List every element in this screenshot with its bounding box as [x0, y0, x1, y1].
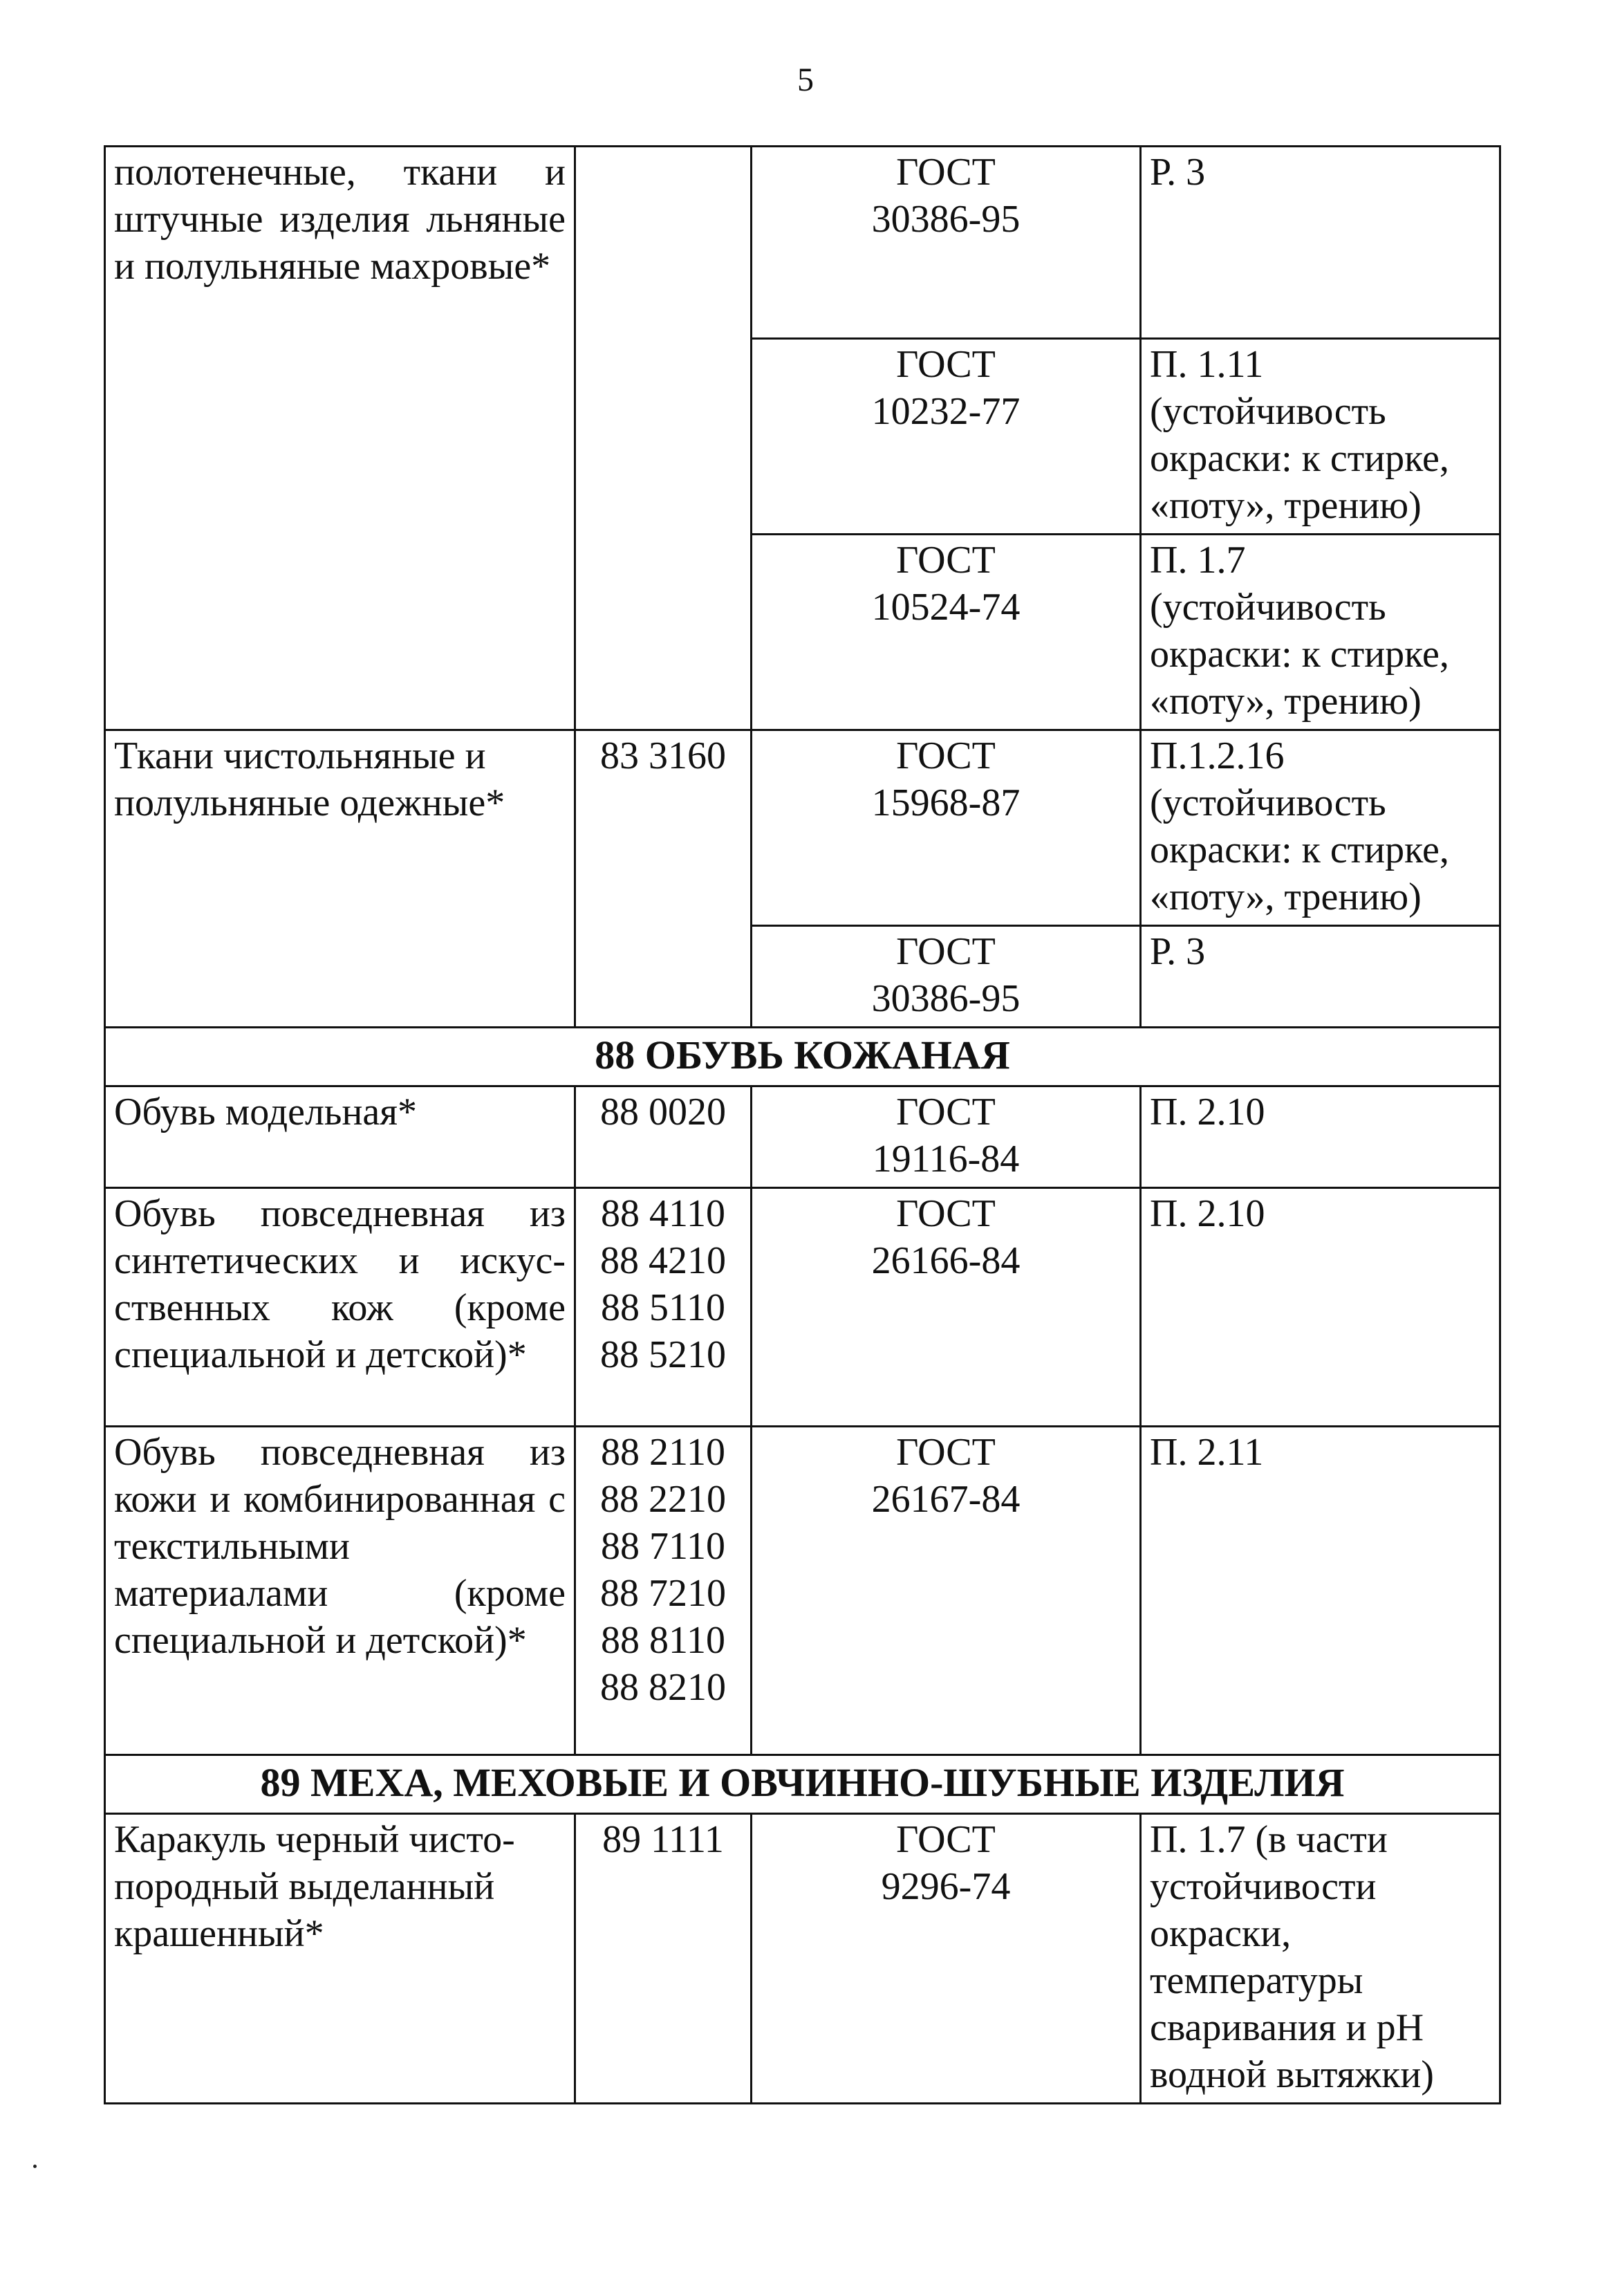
gost-label: ГОСТ [896, 343, 996, 386]
product-name-cell: Обувь повседневная из кожи и комбинированная с текстильными материалами (кроме специальной и детской)* [105, 1427, 575, 1755]
clause-cell: П. 2.10 [1141, 1188, 1500, 1427]
gost-cell [752, 1188, 1141, 1427]
scan-speck [33, 2165, 37, 2168]
product-name-cell: Каракуль черный чисто-породный выделанный крашенный* [105, 1814, 575, 2104]
gost-number: 15968-87 [871, 781, 1021, 824]
gost-label: ГОСТ [896, 539, 996, 582]
product-code: 88 8110 [601, 1619, 725, 1662]
clause-cell: П. 1.7 (устойчивость окраски: к стирке, «поту», трению) [1141, 535, 1500, 730]
gost-cell [752, 339, 1141, 535]
table-row [105, 1814, 1500, 2104]
product-code-cell: 88 0020 [575, 1086, 752, 1188]
gost-number: 30386-95 [871, 977, 1021, 1020]
gost-label: ГОСТ [896, 1192, 996, 1235]
standards-table [104, 145, 1501, 2104]
product-name-cell: полотенечные, ткани и штучные изделия льняные и полульняные махровые* [105, 147, 575, 730]
product-code-cell [575, 1188, 752, 1427]
table-row [105, 1086, 1500, 1188]
clause-cell: П. 1.11 (устойчивость окраски: к стирке, «поту», трению) [1141, 339, 1500, 535]
product-code: 88 8210 [600, 1666, 726, 1709]
product-code: 88 2210 [600, 1478, 726, 1521]
gost-label: ГОСТ [896, 151, 996, 194]
clause-cell: П. 1.7 (в части устойчивости окраски, температуры сваривания и pH водной вытяжки) [1141, 1814, 1500, 2104]
gost-cell [752, 1814, 1141, 2104]
product-name-cell: Ткани чистольняные и полульняные одежные* [105, 730, 575, 1028]
gost-cell [752, 926, 1141, 1028]
gost-cell [752, 730, 1141, 926]
table-row [105, 147, 1500, 339]
clause-cell: П.1.2.16 (устойчивость окраски: к стирке, «поту», трению) [1141, 730, 1500, 926]
gost-number: 30386-95 [871, 198, 1021, 241]
gost-label: ГОСТ [896, 734, 996, 777]
product-name-cell: Обувь повседневная из синтетических и искус-ственных кож (кроме специальной и детской)* [105, 1188, 575, 1427]
table-row [105, 1427, 1500, 1755]
gost-cell [752, 1086, 1141, 1188]
gost-cell [752, 535, 1141, 730]
product-name-cell: Обувь модельная* [105, 1086, 575, 1188]
gost-label: ГОСТ [896, 1431, 996, 1474]
product-code-cell [575, 1427, 752, 1755]
table-row [105, 730, 1500, 926]
gost-cell [752, 147, 1141, 339]
clause-cell: П. 2.10 [1141, 1086, 1500, 1188]
gost-number: 9296-74 [881, 1865, 1011, 1908]
gost-number: 10524-74 [871, 586, 1021, 629]
section-row [105, 1755, 1500, 1814]
clause-cell: Р. 3 [1141, 147, 1500, 339]
gost-label: ГОСТ [896, 1818, 996, 1861]
product-code: 88 4210 [600, 1239, 726, 1282]
clause-cell: Р. 3 [1141, 926, 1500, 1028]
product-code: 88 5110 [601, 1286, 725, 1329]
product-code: 88 4110 [601, 1192, 725, 1235]
product-code: 88 7210 [600, 1572, 726, 1615]
product-code-cell [575, 147, 752, 730]
gost-number: 19116-84 [872, 1138, 1020, 1181]
product-code-cell: 83 3160 [575, 730, 752, 1028]
section-heading-89: 89 МЕХА, МЕХОВЫЕ И ОВЧИННО-ШУБНЫЕ ИЗДЕЛИЯ [105, 1755, 1500, 1814]
product-code: 88 2110 [601, 1431, 725, 1474]
product-code: 88 7110 [601, 1525, 725, 1568]
product-code-cell: 89 1111 [575, 1814, 752, 2104]
product-code: 88 5210 [600, 1333, 726, 1376]
page-number: 5 [797, 62, 814, 98]
gost-label: ГОСТ [896, 1091, 996, 1133]
section-heading-88: 88 ОБУВЬ КОЖАНАЯ [105, 1028, 1500, 1086]
gost-label: ГОСТ [896, 930, 996, 973]
table-row [105, 1188, 1500, 1427]
section-row [105, 1028, 1500, 1086]
gost-number: 10232-77 [871, 390, 1021, 433]
gost-number: 26167-84 [871, 1478, 1021, 1521]
clause-cell: П. 2.11 [1141, 1427, 1500, 1755]
gost-cell [752, 1427, 1141, 1755]
gost-number: 26166-84 [871, 1239, 1021, 1282]
